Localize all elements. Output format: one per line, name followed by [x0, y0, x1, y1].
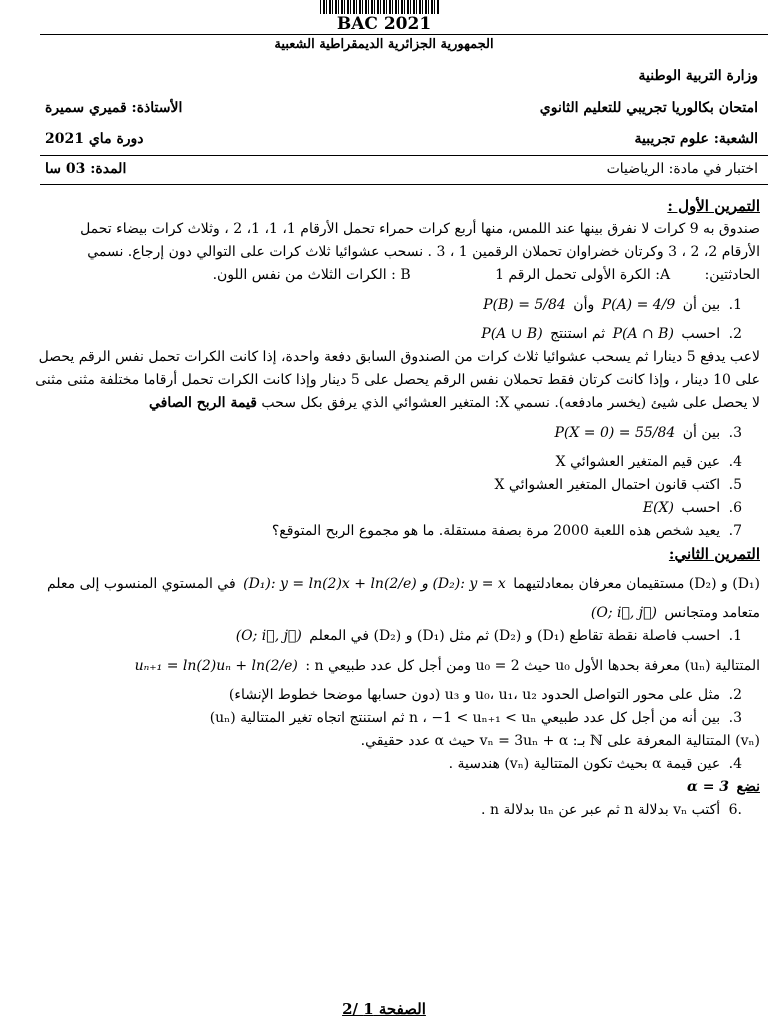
exam-title: امتحان بكالوريا تجريبي للتعليم الثانوي: [539, 100, 758, 116]
q-number: 4.: [728, 756, 742, 772]
math-expr: P(A ∩ B): [612, 326, 674, 342]
ex2-sequence-2: (vₙ) المتتالية المعرفة على ℕ بـ: vₙ = 3uₙ + α حيث α عدد حقيقي.: [360, 733, 760, 749]
math-expr: (O; i⃗, j⃗): [590, 605, 657, 621]
q-text: أكتب vₙ بدلالة n ثم عبر عن uₙ بدلالة n .: [481, 802, 721, 818]
q-number: 4.: [728, 454, 742, 470]
exam-body: [8, 195, 760, 822]
q-number: 3.: [728, 425, 742, 441]
ex1-events: [8, 264, 760, 287]
ex1-q3: [8, 415, 760, 451]
q-text: اكتب قانون احتمال المتغير العشوائي X: [494, 477, 721, 493]
q-number: 5.: [728, 477, 742, 493]
q-text: يعيد شخص هذه اللعبة 2000 مرة بصفة مستقلة. ما هو مجموع الربح المتوقع؟: [271, 523, 721, 539]
ex1-text-2: الأرقام 2، 2 ، 3 وكرتان خضراوان تحملان الرقمين 1 ، 3 . نسحب عشوائيا ثلاث كرات على التوالي دون إرجاع. نسمي: [87, 244, 760, 260]
ex1-q7: [8, 520, 760, 543]
header-divider-2: [40, 184, 768, 185]
event-b: B : الكرات الثلاث من نفس اللون.: [212, 267, 411, 283]
duration: المدة: 03 سا: [45, 161, 127, 177]
math-expr: (D₁): y = ln(2)x + ln(2/e) و (D₂): y = x: [243, 576, 506, 592]
q-number: 2.: [728, 687, 742, 703]
ex2-q3: [8, 707, 760, 730]
ex2-text-1: [8, 566, 760, 602]
q-text: عين قيمة α بحيث تكون المتتالية (vₙ) هندسية .: [448, 756, 721, 772]
session: دورة ماي 2021: [45, 131, 144, 147]
math-expr: (O; i⃗, j⃗): [235, 628, 302, 644]
ex1-q1: [8, 287, 760, 323]
ex2-q2: [8, 684, 760, 707]
para-text: لا يحصل على شيئ (يخسر مادفعه). نسمي X: المتغير العشوائي الذي يرفق بكل سحب: [261, 395, 760, 411]
set-label: نضع: [736, 779, 760, 795]
barcode: [320, 0, 440, 14]
bac-title: BAC 2021: [336, 14, 432, 34]
exercise-1-title: التمرين الأول :: [667, 197, 760, 215]
ex2-q1: [8, 625, 760, 648]
ex1-text-1: صندوق به 9 كرات لا نفرق بينها عند اللمس، منها أربع كرات حمراء تحمل الأرقام 1، 1، 1، 2 ، وثلاث كرات بيضاء تحمل: [80, 221, 760, 237]
q-number: 6.: [728, 500, 742, 516]
event-a: A: الكرة الأولى تحمل الرقم 1: [495, 267, 671, 283]
subject: اختبار في مادة: الرياضيات: [606, 161, 758, 177]
math-expr: P(X = 0) = 55/84: [554, 425, 676, 441]
ex1-q5: [8, 474, 760, 497]
q-number: 1.: [728, 297, 742, 313]
para-text: (D₁) و (D₂) مستقيمان معرفان بمعادلتيهما: [513, 576, 760, 592]
math-expr: P(A ∪ B): [481, 326, 543, 342]
math-expr: E(X): [642, 500, 674, 516]
para-text: المتتالية (uₙ) معرفة بحدها الأول u₀ حيث u₀ = 2 ومن أجل كل عدد طبيعي n :: [305, 658, 760, 674]
ministry: وزارة التربية الوطنية: [638, 68, 758, 84]
q-number: 7.: [728, 523, 742, 539]
page-number: الصفحة 1 /2: [342, 1000, 426, 1018]
ex1-para-1: لاعب يدفع 5 دينارا ثم يسحب عشوائيا ثلاث كرات من الصندوق السابق دفعة واحدة، إذا كانت الكرات تحمل نفس الرقم يحصل: [38, 349, 760, 365]
q-text: وأن: [573, 297, 595, 313]
exercise-2-title: التمرين الثاني:: [668, 545, 760, 563]
q-text: عين قيم المتغير العشوائي X: [555, 454, 721, 470]
q-text: احسب فاصلة نقطة تقاطع (D₁) و (D₂) ثم مثل (D₁) و (D₂) في المعلم: [309, 628, 721, 644]
q-text: بين أن: [682, 297, 721, 313]
para-text: متعامد ومتجانس: [664, 605, 760, 621]
math-expr: P(A) = 4/9: [601, 297, 676, 313]
branch: الشعبة: علوم تجريبية: [634, 131, 758, 147]
para-text: في المستوي المنسوب إلى معلم: [46, 576, 236, 592]
para-bold: قيمة الربح الصافي: [148, 395, 257, 411]
header-divider: [40, 155, 768, 156]
ex1-q2: [8, 323, 760, 346]
ex2-sequence: [8, 648, 760, 684]
q-text: احسب: [681, 326, 721, 342]
ex2-set: [8, 776, 760, 799]
q-text: احسب: [681, 500, 721, 516]
ex1-q4: [8, 451, 760, 474]
q-number: 2.: [728, 326, 742, 342]
events-label: الحادثتين:: [704, 267, 760, 283]
ex1-para-3: [8, 392, 760, 415]
q-text: بين أن: [682, 425, 721, 441]
ex1-q6: [8, 497, 760, 520]
q-text: بين أنه من أجل كل عدد طبيعي n ، −1 < uₙ₊₁ < uₙ ثم استنتج اتجاه تغير المتتالية (uₙ): [209, 710, 721, 726]
republic-title: الجمهورية الجزائرية الديمقراطية الشعبية: [274, 37, 494, 52]
ex1-para-2: على 10 دينار ، وإذا كانت كرتان فقط تحملان نفس الرقم يحصل على 5 دينار وإذا كانت الكرات تحمل أرقاما مختلفة مثنى مثنى: [35, 372, 760, 388]
q-text: مثل على محور التواصل الحدود u₀، u₁، u₂ و u₃ (دون حسابها موضحا خطوط الإنشاء): [228, 687, 721, 703]
ex2-q4: [8, 753, 760, 776]
q-number: .6: [728, 802, 742, 818]
q-number: 3.: [728, 710, 742, 726]
ex2-q6: [8, 799, 760, 822]
math-expr: α = 3: [687, 779, 730, 795]
q-text: ثم استنتج: [550, 326, 606, 342]
q-number: 1.: [728, 628, 742, 644]
top-divider: [40, 34, 768, 35]
ex2-text-2: [8, 602, 760, 625]
math-expr: P(B) = 5/84: [483, 297, 566, 313]
teacher: الأستاذة: قميري سميرة: [45, 100, 183, 116]
math-expr: uₙ₊₁ = ln(2)uₙ + ln(2/e): [134, 658, 298, 674]
